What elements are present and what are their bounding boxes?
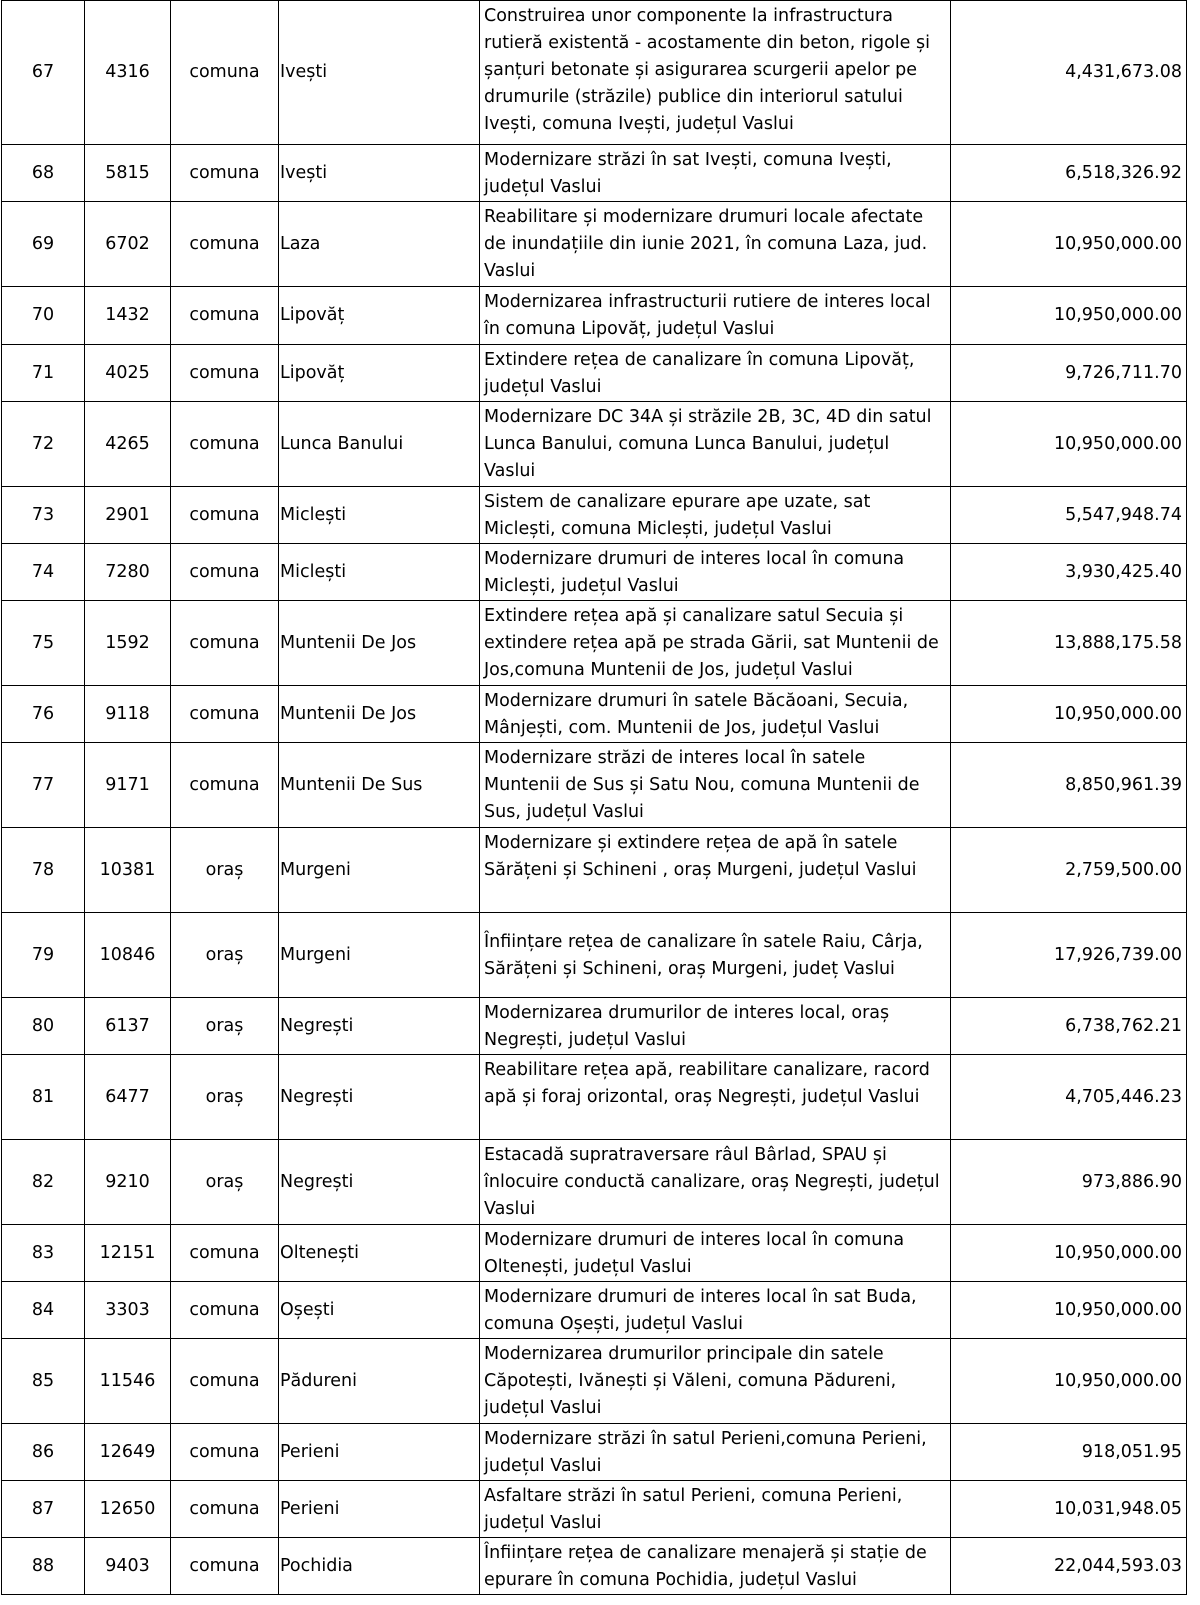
row-number: 77 bbox=[2, 743, 85, 828]
project-description: Extindere rețea de canalizare în comuna Lipovăț, județul Vaslui bbox=[480, 345, 951, 402]
row-number: 73 bbox=[2, 487, 85, 544]
project-value: 918,051.95 bbox=[951, 1424, 1187, 1481]
row-number: 69 bbox=[2, 202, 85, 287]
row-number: 67 bbox=[2, 1, 85, 145]
table-row bbox=[2, 743, 1187, 828]
locality: Muntenii De Jos bbox=[279, 686, 480, 743]
unit-type: comuna bbox=[171, 1282, 279, 1339]
unit-type: comuna bbox=[171, 544, 279, 601]
row-number: 72 bbox=[2, 402, 85, 487]
unit-type: comuna bbox=[171, 743, 279, 828]
project-value: 10,031,948.05 bbox=[951, 1481, 1187, 1538]
project-code: 2901 bbox=[85, 487, 171, 544]
table-row bbox=[2, 287, 1187, 345]
project-value: 17,926,739.00 bbox=[951, 913, 1187, 998]
locality: Lunca Banului bbox=[279, 402, 480, 487]
project-value: 10,950,000.00 bbox=[951, 402, 1187, 487]
project-description: Înființare rețea de canalizare în satele Raiu, Cârja, Sărățeni și Schineni, oraș Murgeni, județ Vaslui bbox=[480, 913, 951, 998]
unit-type: comuna bbox=[171, 1538, 279, 1595]
row-number: 86 bbox=[2, 1424, 85, 1481]
unit-type: oraș bbox=[171, 828, 279, 913]
locality: Miclești bbox=[279, 487, 480, 544]
project-description: Modernizare drumuri de interes local în comuna Miclești, județul Vaslui bbox=[480, 544, 951, 601]
table-row bbox=[2, 1282, 1187, 1339]
locality: Miclești bbox=[279, 544, 480, 601]
row-number: 88 bbox=[2, 1538, 85, 1595]
project-description: Modernizare drumuri de interes local în comuna Oltenești, județul Vaslui bbox=[480, 1225, 951, 1282]
project-code: 9171 bbox=[85, 743, 171, 828]
project-value: 10,950,000.00 bbox=[951, 1225, 1187, 1282]
project-code: 4265 bbox=[85, 402, 171, 487]
project-description: Modernizarea infrastructurii rutiere de interes local în comuna Lipovăț, județul Vaslui bbox=[480, 287, 951, 345]
project-code: 3303 bbox=[85, 1282, 171, 1339]
project-value: 6,518,326.92 bbox=[951, 145, 1187, 202]
table-row bbox=[2, 913, 1187, 998]
project-description: Reabilitare rețea apă, reabilitare canalizare, racord apă și foraj orizontal, oraș Negrești, județul Vaslui bbox=[480, 1055, 951, 1140]
locality: Oltenești bbox=[279, 1225, 480, 1282]
locality: Pădureni bbox=[279, 1339, 480, 1424]
project-value: 10,950,000.00 bbox=[951, 202, 1187, 287]
project-value: 22,044,593.03 bbox=[951, 1538, 1187, 1595]
row-number: 83 bbox=[2, 1225, 85, 1282]
project-value: 973,886.90 bbox=[951, 1140, 1187, 1225]
project-value: 10,950,000.00 bbox=[951, 1282, 1187, 1339]
project-value: 10,950,000.00 bbox=[951, 686, 1187, 743]
project-code: 11546 bbox=[85, 1339, 171, 1424]
project-code: 9210 bbox=[85, 1140, 171, 1225]
unit-type: comuna bbox=[171, 1481, 279, 1538]
project-value: 10,950,000.00 bbox=[951, 287, 1187, 345]
unit-type: comuna bbox=[171, 686, 279, 743]
unit-type: oraș bbox=[171, 1140, 279, 1225]
project-description: Reabilitare și modernizare drumuri locale afectate de inundațiile din iunie 2021, în comuna Laza, jud. Vaslui bbox=[480, 202, 951, 287]
project-value: 3,930,425.40 bbox=[951, 544, 1187, 601]
table-row bbox=[2, 402, 1187, 487]
project-value: 13,888,175.58 bbox=[951, 601, 1187, 686]
project-value: 10,950,000.00 bbox=[951, 1339, 1187, 1424]
project-value: 2,759,500.00 bbox=[951, 828, 1187, 913]
project-description: Modernizare străzi în satul Perieni,comuna Perieni, județul Vaslui bbox=[480, 1424, 951, 1481]
project-value: 4,705,446.23 bbox=[951, 1055, 1187, 1140]
locality: Murgeni bbox=[279, 828, 480, 913]
table-row bbox=[2, 1538, 1187, 1595]
unit-type: comuna bbox=[171, 345, 279, 402]
locality: Ivești bbox=[279, 1, 480, 145]
project-code: 12650 bbox=[85, 1481, 171, 1538]
locality: Pochidia bbox=[279, 1538, 480, 1595]
table-row bbox=[2, 998, 1187, 1055]
unit-type: oraș bbox=[171, 1055, 279, 1140]
row-number: 84 bbox=[2, 1282, 85, 1339]
unit-type: comuna bbox=[171, 1339, 279, 1424]
locality: Perieni bbox=[279, 1424, 480, 1481]
project-code: 9118 bbox=[85, 686, 171, 743]
project-description: Estacadă supratraversare râul Bârlad, SPAU și înlocuire conductă canalizare, oraș Negrești, județul Vaslui bbox=[480, 1140, 951, 1225]
project-code: 4316 bbox=[85, 1, 171, 145]
locality: Muntenii De Jos bbox=[279, 601, 480, 686]
project-description: Modernizarea drumurilor principale din satele Căpotești, Ivănești și Văleni, comuna Pădureni, județul Vaslui bbox=[480, 1339, 951, 1424]
project-code: 5815 bbox=[85, 145, 171, 202]
unit-type: oraș bbox=[171, 998, 279, 1055]
locality: Murgeni bbox=[279, 913, 480, 998]
row-number: 85 bbox=[2, 1339, 85, 1424]
project-code: 6137 bbox=[85, 998, 171, 1055]
project-code: 10381 bbox=[85, 828, 171, 913]
project-code: 6477 bbox=[85, 1055, 171, 1140]
locality: Perieni bbox=[279, 1481, 480, 1538]
locality: Lipovăț bbox=[279, 287, 480, 345]
project-value: 9,726,711.70 bbox=[951, 345, 1187, 402]
locality: Oșești bbox=[279, 1282, 480, 1339]
project-description: Modernizare drumuri în satele Băcăoani, Secuia, Mânjești, com. Muntenii de Jos, județul Vaslui bbox=[480, 686, 951, 743]
table-row bbox=[2, 1140, 1187, 1225]
project-value: 5,547,948.74 bbox=[951, 487, 1187, 544]
project-code: 9403 bbox=[85, 1538, 171, 1595]
unit-type: oraș bbox=[171, 913, 279, 998]
locality: Ivești bbox=[279, 145, 480, 202]
project-value: 8,850,961.39 bbox=[951, 743, 1187, 828]
table-row bbox=[2, 145, 1187, 202]
project-code: 12649 bbox=[85, 1424, 171, 1481]
project-description: Modernizare DC 34A și străzile 2B, 3C, 4D din satul Lunca Banului, comuna Lunca Banului, județul Vaslui bbox=[480, 402, 951, 487]
project-code: 6702 bbox=[85, 202, 171, 287]
unit-type: comuna bbox=[171, 402, 279, 487]
row-number: 70 bbox=[2, 287, 85, 345]
project-description: Extindere rețea apă și canalizare satul Secuia și extindere rețea apă pe strada Gării, sat Muntenii de Jos,comuna Muntenii de Jos, județul Vaslui bbox=[480, 601, 951, 686]
row-number: 71 bbox=[2, 345, 85, 402]
row-number: 81 bbox=[2, 1055, 85, 1140]
table-row bbox=[2, 601, 1187, 686]
project-description: Modernizare străzi în sat Ivești, comuna Ivești, județul Vaslui bbox=[480, 145, 951, 202]
unit-type: comuna bbox=[171, 1225, 279, 1282]
locality: Laza bbox=[279, 202, 480, 287]
row-number: 74 bbox=[2, 544, 85, 601]
unit-type: comuna bbox=[171, 202, 279, 287]
project-code: 7280 bbox=[85, 544, 171, 601]
table-row bbox=[2, 544, 1187, 601]
project-description: Modernizare drumuri de interes local în sat Buda, comuna Oșești, județul Vaslui bbox=[480, 1282, 951, 1339]
row-number: 82 bbox=[2, 1140, 85, 1225]
project-description: Asfaltare străzi în satul Perieni, comuna Perieni, județul Vaslui bbox=[480, 1481, 951, 1538]
table-row bbox=[2, 1055, 1187, 1140]
project-code: 4025 bbox=[85, 345, 171, 402]
table-row bbox=[2, 1339, 1187, 1424]
table-row bbox=[2, 828, 1187, 913]
project-code: 10846 bbox=[85, 913, 171, 998]
unit-type: comuna bbox=[171, 1424, 279, 1481]
project-value: 6,738,762.21 bbox=[951, 998, 1187, 1055]
unit-type: comuna bbox=[171, 487, 279, 544]
table-row bbox=[2, 1, 1187, 145]
project-code: 1432 bbox=[85, 287, 171, 345]
table-row bbox=[2, 345, 1187, 402]
locality: Negrești bbox=[279, 1055, 480, 1140]
locality: Muntenii De Sus bbox=[279, 743, 480, 828]
projects-table bbox=[1, 0, 1187, 1595]
row-number: 80 bbox=[2, 998, 85, 1055]
locality: Negrești bbox=[279, 1140, 480, 1225]
table-row bbox=[2, 686, 1187, 743]
project-description: Construirea unor componente la infrastructura rutieră existentă - acostamente din beton, rigole și șanțuri betonate și asigurarea scurgerii apelor pe drumurile (străzile) publice din interiorul satului Ivești, comuna Ivești, județul Vaslui bbox=[480, 1, 951, 145]
locality: Negrești bbox=[279, 998, 480, 1055]
table-row bbox=[2, 1225, 1187, 1282]
project-description: Înființare rețea de canalizare menajeră și stație de epurare în comuna Pochidia, județul Vaslui bbox=[480, 1538, 951, 1595]
unit-type: comuna bbox=[171, 1, 279, 145]
project-code: 12151 bbox=[85, 1225, 171, 1282]
project-value: 4,431,673.08 bbox=[951, 1, 1187, 145]
project-description: Modernizare și extindere rețea de apă în satele Sărățeni și Schineni , oraș Murgeni, județul Vaslui bbox=[480, 828, 951, 913]
table-row bbox=[2, 1424, 1187, 1481]
row-number: 75 bbox=[2, 601, 85, 686]
unit-type: comuna bbox=[171, 287, 279, 345]
project-description: Sistem de canalizare epurare ape uzate, sat Miclești, comuna Miclești, județul Vaslui bbox=[480, 487, 951, 544]
table-row bbox=[2, 487, 1187, 544]
unit-type: comuna bbox=[171, 145, 279, 202]
locality: Lipovăț bbox=[279, 345, 480, 402]
table-row bbox=[2, 202, 1187, 287]
row-number: 79 bbox=[2, 913, 85, 998]
unit-type: comuna bbox=[171, 601, 279, 686]
table-row bbox=[2, 1481, 1187, 1538]
row-number: 78 bbox=[2, 828, 85, 913]
row-number: 87 bbox=[2, 1481, 85, 1538]
project-description: Modernizarea drumurilor de interes local, oraș Negrești, județul Vaslui bbox=[480, 998, 951, 1055]
table-body bbox=[2, 1, 1187, 1595]
row-number: 68 bbox=[2, 145, 85, 202]
row-number: 76 bbox=[2, 686, 85, 743]
project-code: 1592 bbox=[85, 601, 171, 686]
project-description: Modernizare străzi de interes local în satele Muntenii de Sus și Satu Nou, comuna Muntenii de Sus, județul Vaslui bbox=[480, 743, 951, 828]
